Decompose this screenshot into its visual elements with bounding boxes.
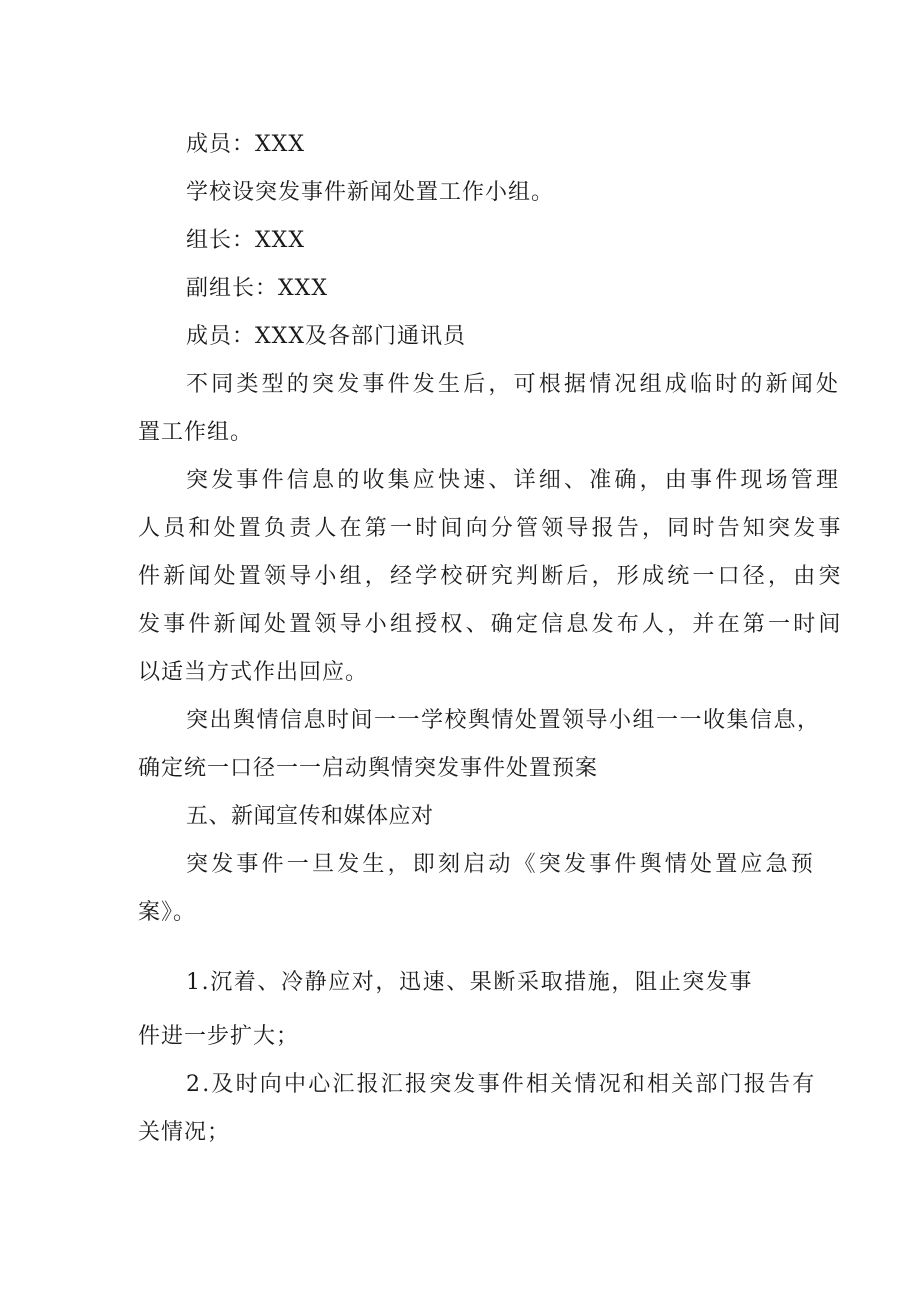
list-item-1-line-1: 1.沉着、冷静应对，迅速、果断采取措施，阻止突发事 xyxy=(186,970,753,995)
paragraph-news-team: 学校设突发事件新闻处置工作小组。 xyxy=(186,180,555,205)
team-leader-line: 组长：XXX xyxy=(186,228,305,253)
section-heading-5: 五、新闻宣传和媒体应对 xyxy=(186,804,434,829)
list-item-1-line-2: 件进一步扩大； xyxy=(138,1024,300,1049)
paragraph-process-flow-line-1: 突出舆情信息时间一一学校舆情处置领导小组一一收集信息， xyxy=(186,708,821,733)
paragraph-emergency-plan-line-2: 案》。 xyxy=(138,900,197,925)
paragraph-emergency-plan-line-1: 突发事件一旦发生，即刻启动《突发事件舆情处置应急预 xyxy=(186,852,817,877)
members-line-1: 成员：XXX xyxy=(186,132,305,157)
paragraph-process-flow-line-2: 确定统一口径一一启动舆情突发事件处置预案 xyxy=(138,756,599,781)
paragraph-info-collection-line-1: 突发事件信息的收集应快速、详细、准确，由事件现场管理 xyxy=(186,468,842,493)
list-item-2-line-1: 2.及时向中心汇报汇报突发事件相关情况和相关部门报告有 xyxy=(186,1072,817,1097)
paragraph-info-collection-line-4: 发事件新闻处置领导小组授权、确定信息发布人，并在第一时间 xyxy=(138,612,844,637)
paragraph-info-collection-line-5: 以适当方式作出回应。 xyxy=(138,660,369,685)
paragraph-info-collection-line-3: 件新闻处置领导小组，经学校研究判断后，形成统一口径，由突 xyxy=(138,564,844,589)
paragraph-info-collection-line-2: 人员和处置负责人在第一时间向分管领导报告，同时告知突发事 xyxy=(138,516,844,541)
members-line-2: 成员：XXX及各部门通讯员 xyxy=(186,324,466,349)
paragraph-temporary-team-line-2: 置工作组。 xyxy=(138,420,254,445)
list-item-2-line-2: 关情况； xyxy=(138,1120,231,1145)
deputy-leader-line: 副组长：XXX xyxy=(186,276,328,301)
paragraph-temporary-team-line-1: 不同类型的突发事件发生后，可根据情况组成临时的新闻处 xyxy=(186,372,842,397)
